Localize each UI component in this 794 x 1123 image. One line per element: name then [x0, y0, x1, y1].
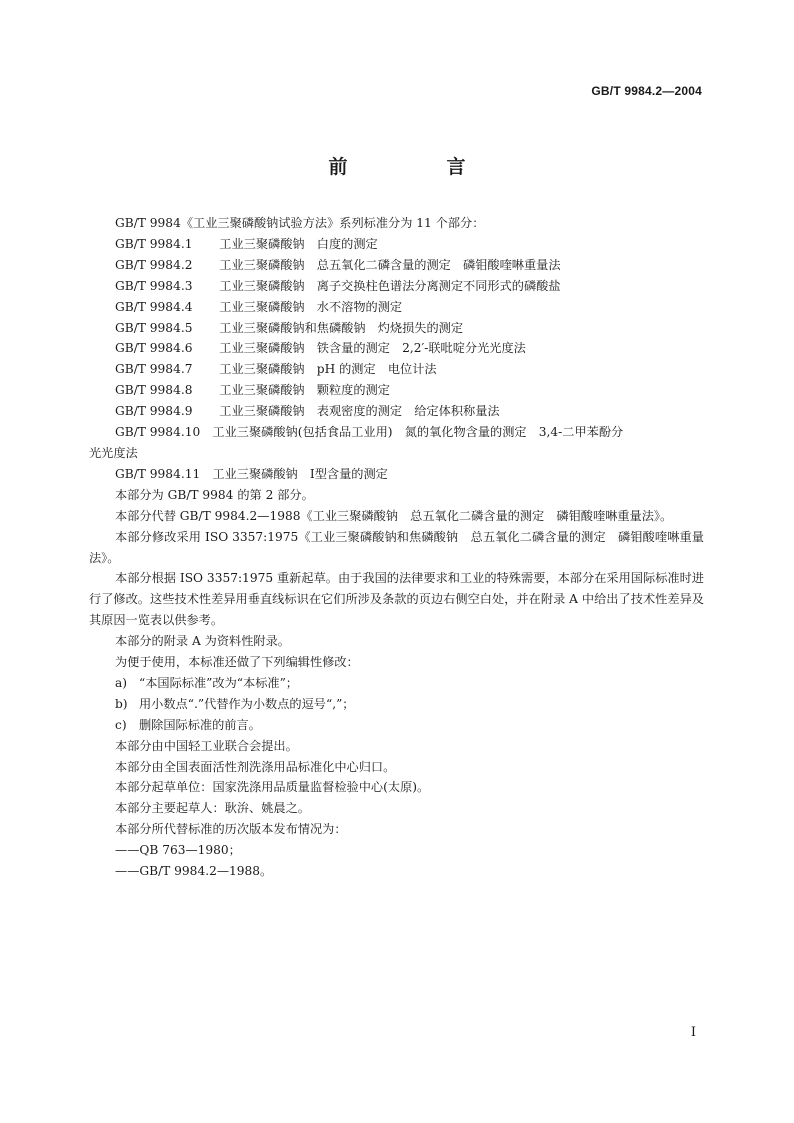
- redrafted-paragraph: 本部分根据 ISO 3357:1975 重新起草。由于我国的法律要求和工业的特殊需要，本部分在采用国际标准时进行了修改。这些技术性差异用垂直线标识在它们所涉及条款的页边右侧空白处，并在附录 A 中给出了技术性差异及其原因一览表以供参考。: [89, 571, 704, 628]
- series-item-text: 工业三聚磷酸钠 颗粒度的测定: [219, 383, 390, 398]
- series-item-number: GB/T 9984.7: [115, 362, 193, 377]
- replaces-paragraph: 本部分代替 GB/T 9984.2—1988《工业三聚磷酸钠 总五氧化二磷含量的测定 磷钼酸喹啉重量法》。: [115, 508, 673, 523]
- series-item-text: 工业三聚磷酸钠 表观密度的测定 给定体积称量法: [219, 404, 500, 419]
- series-item-number: GB/T 9984.1: [115, 236, 193, 251]
- series-item-10-line1: GB/T 9984.10 工业三聚磷酸钠(包括食品工业用) 氮的氧化物含量的测定 3,4-二甲苯酚分: [115, 425, 624, 440]
- jurisdiction: 本部分由全国表面活性剂洗涤用品标准化中心归口。: [115, 759, 396, 774]
- series-item-text: 工业三聚磷酸钠 pH 的测定 电位计法: [219, 362, 437, 377]
- series-item-11: GB/T 9984.11 工业三聚磷酸钠 Ⅰ型含量的测定: [115, 466, 388, 481]
- edit-item-text: 用小数点“.”代替作为小数点的逗号“,”；: [139, 696, 355, 711]
- edit-item: [89, 715, 704, 736]
- series-item: [89, 338, 704, 359]
- series-item: [89, 297, 704, 318]
- header-standard-code: GB/T 9984.2—2004: [591, 84, 702, 98]
- series-item: [89, 318, 704, 339]
- history-intro: 本部分所代替标准的历次版本发布情况为：: [115, 822, 347, 837]
- series-item: [89, 276, 704, 297]
- edit-item-label: c): [115, 717, 127, 732]
- series-item-text: 工业三聚磷酸钠和焦磷酸钠 灼烧损失的测定: [219, 320, 464, 335]
- edit-item-label: a): [115, 675, 128, 690]
- series-item: [89, 380, 704, 401]
- drafters: 本部分主要起草人：耿㳎、姚晨之。: [115, 801, 310, 816]
- series-item-number: GB/T 9984.4: [115, 299, 193, 314]
- series-item: [89, 234, 704, 255]
- series-item-text: 工业三聚磷酸钠 水不溶物的测定: [219, 299, 403, 314]
- series-item-number: GB/T 9984.8: [115, 383, 193, 398]
- edit-item-label: b): [115, 696, 128, 711]
- series-item-text: 工业三聚磷酸钠 总五氧化二磷含量的测定 磷钼酸喹啉重量法: [219, 257, 561, 272]
- modifies-paragraph: 本部分修改采用 ISO 3357:1975《工业三聚磷酸钠和焦磷酸钠 总五氧化二磷含量的测定 磷钼酸喹啉重量法》。: [89, 529, 704, 565]
- series-item-number: GB/T 9984.3: [115, 278, 193, 293]
- edit-item-text: 删除国际标准的前言。: [139, 717, 261, 732]
- drafting-unit: 本部分起草单位：国家洗涤用品质量监督检验中心(太原)。: [115, 780, 430, 795]
- series-item-number: GB/T 9984.9: [115, 404, 193, 419]
- history-item: ——QB 763—1980；: [115, 843, 241, 858]
- edit-item-text: “本国际标准”改为“本标准”；: [139, 675, 298, 690]
- proposed-by: 本部分由中国轻工业联合会提出。: [115, 738, 298, 753]
- annex-statement: 本部分的附录 A 为资料性附录。: [115, 634, 290, 649]
- part-statement: 本部分为 GB/T 9984 的第 2 部分。: [115, 487, 314, 502]
- series-item-number: GB/T 9984.5: [115, 320, 193, 335]
- series-item: [89, 359, 704, 380]
- series-item-text: 工业三聚磷酸钠 铁含量的测定 2,2′-联吡啶分光光度法: [219, 341, 526, 356]
- series-item: [89, 401, 704, 422]
- page-number: Ⅰ: [690, 1025, 696, 1040]
- foreword-body: [89, 213, 704, 882]
- series-intro: GB/T 9984《工业三聚磷酸钠试验方法》系列标准分为 11 个部分：: [115, 216, 485, 230]
- series-item-number: GB/T 9984.2: [115, 257, 193, 272]
- series-item-text: 工业三聚磷酸钠 白度的测定: [219, 236, 378, 251]
- series-item-number: GB/T 9984.6: [115, 341, 193, 356]
- edit-item: [89, 673, 704, 694]
- edit-item: [89, 694, 704, 715]
- series-item: [89, 255, 704, 276]
- series-item-text: 工业三聚磷酸钠 离子交换柱色谱法分离测定不同形式的磷酸盐: [219, 278, 561, 293]
- series-item-10-line2: 光光度法: [89, 445, 138, 460]
- history-item: ——GB/T 9984.2—1988。: [115, 864, 273, 879]
- page-title: 前 言: [328, 156, 506, 178]
- edits-intro: 为便于使用，本标准还做了下列编辑性修改：: [115, 655, 359, 670]
